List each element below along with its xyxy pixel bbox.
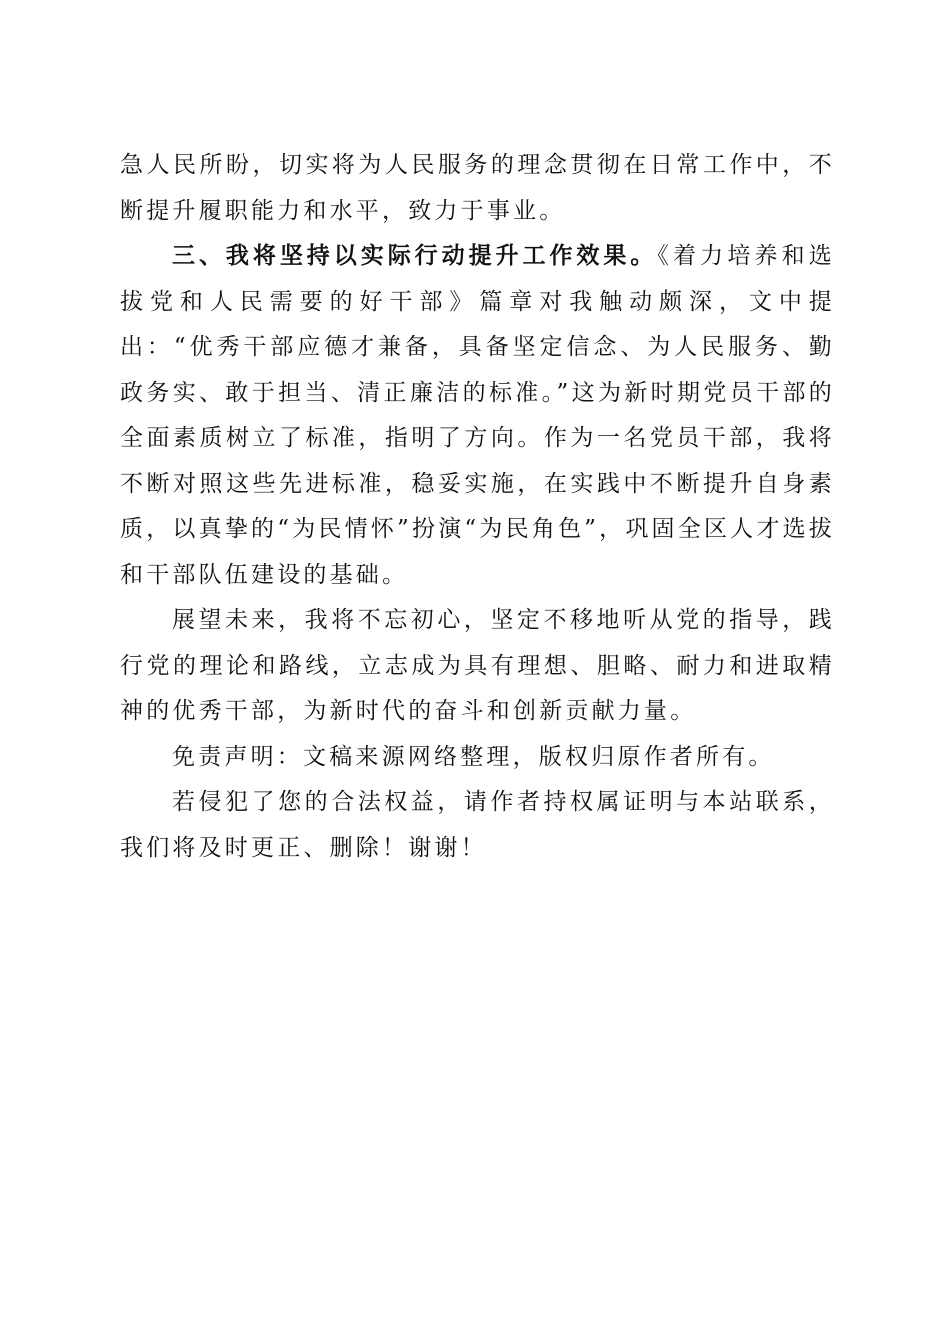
- section-three-paragraph: [120, 234, 835, 598]
- outlook-paragraph: 展望未来，我将不忘初心，坚定不移地听从党的指导，践行党的理论和路线，立志成为具有理想、胆略、耐力和进取精神的优秀干部，为新时代的奋斗和创新贡献力量。: [120, 607, 835, 724]
- disclaimer-paragraph: 免责声明：文稿来源网络整理，版权归原作者所有。: [172, 743, 775, 770]
- infringement-notice-paragraph: 若侵犯了您的合法权益，请作者持权属证明与本站联系，我们将及时更正、删除！谢谢！: [120, 789, 835, 861]
- section-three-heading: 三、我将坚持以实际行动提升工作效果。: [172, 243, 658, 269]
- document-body: [120, 143, 835, 871]
- section-three-body: 《着力培养和选拔党和人民需要的好干部》篇章对我触动颇深，文中提出：“优秀干部应德才兼备，具备坚定信念、为人民服务、勤政务实、敢于担当、清正廉洁的标准。”这为新时期党员干部的全面素质树立了标准，指明了方向。作为一名党员干部，我将不断对照这些先进标准，稳妥实施，在实践中不断提升自身素质，以真挚的“为民情怀”扮演“为民角色”，巩固全区人才选拔和干部队伍建设的基础。: [120, 243, 836, 588]
- continuation-paragraph: 急人民所盼，切实将为人民服务的理念贯彻在日常工作中，不断提升履职能力和水平，致力于事业。: [120, 152, 835, 224]
